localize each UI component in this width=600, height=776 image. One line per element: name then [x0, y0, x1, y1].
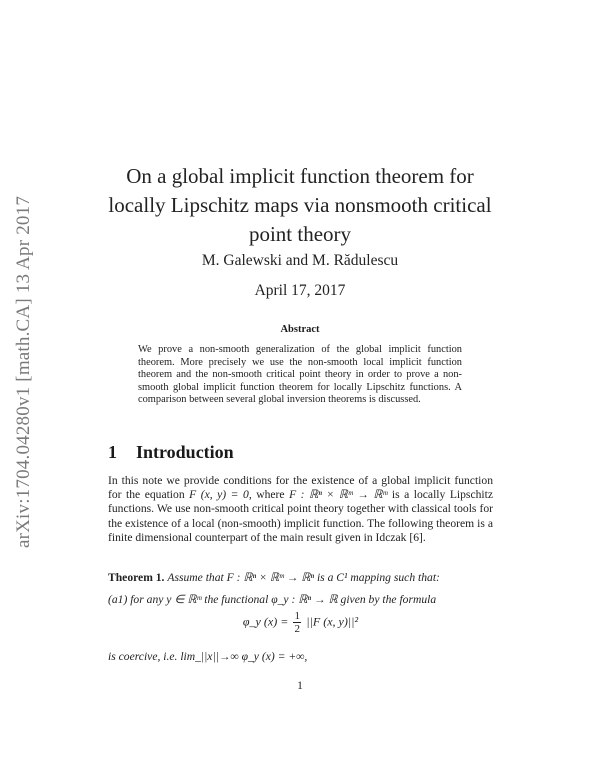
theorem-statement: Assume that F : ℝⁿ × ℝᵐ → ℝⁿ is a C¹ mapping such that: — [167, 571, 440, 584]
abstract-body: We prove a non-smooth generalization of the global implicit function theorem. More precisely we use the non-smooth local implicit function theorem and the non-smooth critical point theory in order to prove a non-smooth global implicit function theorem for locally Lipschitz functions. A comparison between several global inversion theorems is discussed. — [138, 344, 462, 406]
paper-date: April 17, 2017 — [254, 282, 346, 299]
paper-authors: M. Galewski and M. Rădulescu — [201, 252, 399, 269]
intro-text: , where — [248, 488, 290, 502]
arxiv-identifier: arXiv:1704.04280v1 [math.CA] 13 Apr 2017 — [13, 195, 34, 549]
inline-equation: F (x, y) = 0 — [189, 488, 249, 502]
paper-title — [100, 162, 500, 249]
intro-text: is a locally Lipschitz functions. We use non-smooth critical point theory together with classical tools for the existence of a local (non-smooth) implicit function. The following theorem is a finite dimensional counterpart of the main result given in Idczak [6]. — [108, 488, 493, 544]
fraction-numerator: 1 — [294, 610, 301, 622]
section-heading — [108, 442, 234, 463]
abstract-heading: Abstract — [280, 324, 320, 335]
intro-paragraph — [108, 474, 493, 545]
title-line: On a global implicit function theorem for — [126, 164, 474, 188]
page-number: 1 — [297, 680, 303, 692]
fraction-denominator: 2 — [294, 623, 301, 635]
formula-rhs: ||F (x, y)||² — [306, 614, 359, 629]
title-line: point theory — [248, 222, 352, 246]
theorem-label: Theorem 1. — [108, 571, 165, 584]
formula-lhs: φ_y (x) = — [242, 614, 292, 629]
theorem-condition-a1: (a1) for any y ∈ ℝᵐ the functional φ_y : ℝⁿ → ℝ given by the formula — [108, 593, 437, 606]
section-title: Introduction — [136, 442, 234, 462]
formula-fraction — [293, 610, 301, 635]
section-number: 1 — [108, 442, 117, 462]
display-formula — [108, 610, 493, 644]
title-line: locally Lipschitz maps via nonsmooth critical — [108, 193, 492, 217]
intro-text: In this note we provide conditions for the existence of a global implicit function for the equation — [108, 474, 493, 502]
arxiv-stamp — [6, 172, 42, 572]
inline-equation: F : ℝⁿ × ℝᵐ → ℝᵐ — [289, 488, 388, 502]
coercive-condition: is coercive, i.e. lim_||x||→∞ φ_y (x) = +∞, — [108, 650, 308, 663]
theorem-block — [108, 567, 493, 611]
